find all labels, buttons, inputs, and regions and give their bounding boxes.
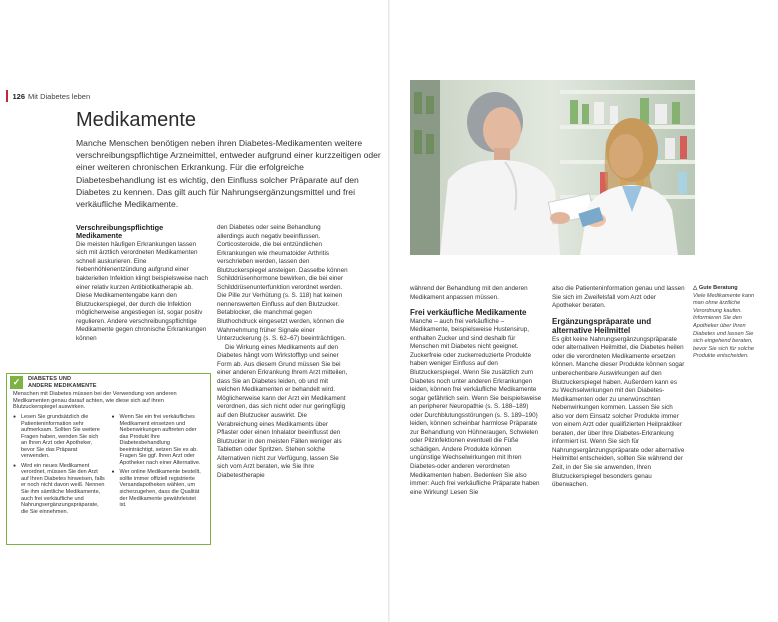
- pharmacist-customer-image: [410, 80, 695, 255]
- heading-prescription-drugs: Verschreibungspflichtige Medikamente: [76, 223, 164, 241]
- column-4-text: Es gibt keine Nahrungsergänzungspräparate oder alternativen Heilmittel, die Diabetes heilen oder die verordneten Medikamente ersetzen können. Manche dieser Produkte können sogar unberechenbare Auswirkungen auf den Blutzuckerspiegel haben. Außerdem kann es zu Wechselwirkungen mit den Diabetes-Medikamenten oder zu unerwünschten Nebenwirkungen kommen. Lassen Sie sich also vor dem Einsatz solcher Produkte immer von einem Arzt oder qualifizierten Heilpraktiker beraten, der über Ihre Diabetes-Erkrankung informiert ist. Wenn Sie sich für Nahrungsergänzungspräparate oder alternative Heilmittel entscheiden, sollten Sie während der Zeit, in der Sie sie anwenden, Ihren Blutzuckerspiegel besonders genau überwachen.: [552, 335, 685, 489]
- info-box-list-right: [112, 414, 205, 518]
- heading-supplements: Ergänzungspräparate und alternative Heilmittel: [552, 316, 652, 336]
- info-box-title-line-2: ANDERE MEDIKAMENTE: [28, 382, 97, 389]
- info-box-header: [7, 374, 210, 391]
- list-item: ● Wird ein neues Medikament verordnet, müssen Sie den Arzt auf Ihren Diabetes hinweisen, falls er noch nicht davon weiß. Nennen Sie ihm sämtliche Medikamente, auch frei verkäufliche und Nahrungsergänzungspräparate, die Sie einnehmen.: [21, 463, 106, 515]
- column-4-top-text: also die Patienteninformation genau und lassen Sie sich im Zweifelsfall vom Arzt oder Apotheker beraten.: [552, 285, 685, 310]
- info-box-title: [28, 376, 97, 389]
- list-item: ● Lesen Sie grundsätzlich die Patienteninformation sehr aufmerksam. Sollten Sie weitere Fragen haben, wenden Sie sich an Ihren Arzt oder Apotheker, bevor Sie das Präparat verwenden.: [21, 414, 106, 460]
- info-box-diabetes-and-other-drugs: [6, 373, 211, 545]
- margin-note-heading: [693, 285, 757, 293]
- info-box-title-line-1: DIABETES UND: [28, 376, 72, 382]
- page-number: 126: [12, 91, 26, 101]
- pharmacy-photo: [410, 80, 695, 255]
- column-3-text: Manche – auch frei verkäufliche – Medikamente, beispielsweise Hustensirup, enthalten Zucker und sind deshalb für Menschen mit Diabetes nicht geeignet. Zuckerfreie oder zuckerreduzierte Produkte haben weniger Einfluss auf den Blutzuckerspiegel. Wenn Sie zusätzlich zum Diabetes noch unter anderen Erkrankungen leiden, können frei verkäufliche Medikamente sogar gefährlich sein. Wenn Sie beispielsweise an peripherer Neuropathie (s. S. 188–189) oder Durchblutungsstörungen (s. S. 189–190) leiden, können scheinbar harmlose Präparate zur Behandlung von Hühneraugen, Schwielen oder Pilzinfektionen eventuell die Füße schädigen. Andere Produkte können ungünstige Wechselwirkungen mit Ihren Diabetes-oder anderen verordneten Medikamenten haben. Bedenken Sie also immer: Auch frei verkäufliche Präparate haben eine Wirkung! Lesen Sie: [410, 317, 542, 496]
- page-gutter: [388, 0, 390, 622]
- section-name: Mit Diabetes leben: [28, 91, 91, 101]
- info-box-list-left: [13, 414, 106, 518]
- list-item: ● Wenn Sie ein frei verkäufliches Medikament einsetzen und Nebenwirkungen auftreten oder das Produkt Ihre Diabetesbehandlung beeinträchtigt, setzen Sie es ab. Fragen Sie ggf. Ihren Arzt oder Apotheker nach einer Alternative.: [120, 414, 205, 466]
- intro-paragraph: Manche Menschen benötigen neben ihren Diabetes-Medikamenten weitere verschreibungspflichtige Arzneimittel, entweder aufgrund einer kurzzeitigen oder einer weiteren chronischen Erkrankung. Für die erfolgreiche Diabetesbehandlung ist es wichtig, den Einfluss solcher Präparate auf den Diabetes zu kennen. Das gilt auch für Nahrungsergänzungsmittel und frei verkäufliche Medikamente.: [76, 138, 381, 210]
- info-box-columns: [7, 411, 210, 518]
- running-head: [6, 90, 90, 102]
- column-2-text-2: Die Wirkung eines Medikaments auf den Diabetes hängt vom Wirkstofftyp und seiner Form ab. Aus diesem Grund müssen Sie bei einer anderen Erkrankung Ihrem Arzt mitteilen, dass Sie an Diabetes leiden, ob und mit welchen Medikamenten er behandelt wird. Möglicherweise kann der Arzt ein Medikament verordnen, das sich nicht oder nur geringfügig auf den Blutzucker auswirkt. Die Verabreichung eines Medikaments über Pflaster oder einen Inhalator beeinflusst den Blutzucker in den meisten Fällen weniger als Tabletten oder Spritzen. Stehen solche Alternativen nicht zur Verfügung, lassen Sie sich vom Arzt beraten, wie Sie Ihre Diabetestherapie: [217, 343, 348, 479]
- list-item: ● Wer online Medikamente bestellt, sollte immer offiziell registrierte Versandapotheken wählen, um sicherzugehen, dass die Qualität der Medikamente gewährleistet ist.: [120, 469, 205, 508]
- margin-note-title: Gute Beratung: [698, 285, 738, 291]
- margin-note: [693, 285, 757, 361]
- column-1: [76, 224, 208, 343]
- column-4: [552, 285, 685, 490]
- warning-triangle-icon: △: [693, 285, 698, 291]
- margin-note-text: Viele Medikamente kann man ohne ärztliche Verordnung kaufen. Informieren Sie den Apotheker über Ihren Diabetes und lassen Sie sich eingehend beraten, bevor Sie sich für solche Produkte entscheiden.: [693, 292, 755, 360]
- info-box-intro: Menschen mit Diabetes müssen bei der Verwendung von anderen Medikamenten genau darauf achten, wie diese sich auf ihren Blutzuckerspiegel auswirken.: [13, 391, 177, 411]
- column-3-top-text: während der Behandlung mit den anderen Medikament anpassen müssen.: [410, 285, 528, 301]
- column-1-text: Die meisten häufigen Erkrankungen lassen sich mit ärztlich verordneten Medikamenten schnell auskurieren. Eine Nebenhöhlenentzündung aufgrund einer bakteriellen Infektion klingt beispielsweise nach einer relativ kurzen Antibiotikatherapie ab. Diese Medikamentengabe kann den Blutzuckerspiegel, der durch die Infektion möglicherweise angestiegen ist, sogar positiv regulieren. Andere verschreibungspflichtige Medikamente gegen chronische Erkrankungen können: [76, 240, 208, 342]
- checkmark-icon: ✓: [10, 376, 23, 389]
- running-head-marker: [6, 90, 8, 102]
- heading-otc-drugs: Frei verkäufliche Medikamente: [410, 308, 527, 318]
- column-3: [410, 285, 542, 497]
- page-title: Medikamente: [76, 109, 197, 131]
- column-2-text: den Diabetes oder seine Behandlung allerdings auch negativ beeinflussen. Corticosteroide, die bei entzündlichen Erkrankungen wie rheumatoider Arthritis verschrieben werden, lassen den Blutzuckerspiegel ansteigen. Dasselbe können Schilddrüsenhormone bewirken, die bei einer Schilddrüsenunterfunktion verordnet werden. Die Pille zur Verhütung (s. S. 118) hat keinen nennenswerten Einfluss auf den Blutzucker. Betablocker, die manchmal gegen Bluthochdruck eingesetzt werden, können die Wahrnehmung früher Signale einer Unterzuckerung (s. S. 62–67) beeinträchtigen.: [217, 224, 348, 343]
- column-2: [217, 224, 349, 480]
